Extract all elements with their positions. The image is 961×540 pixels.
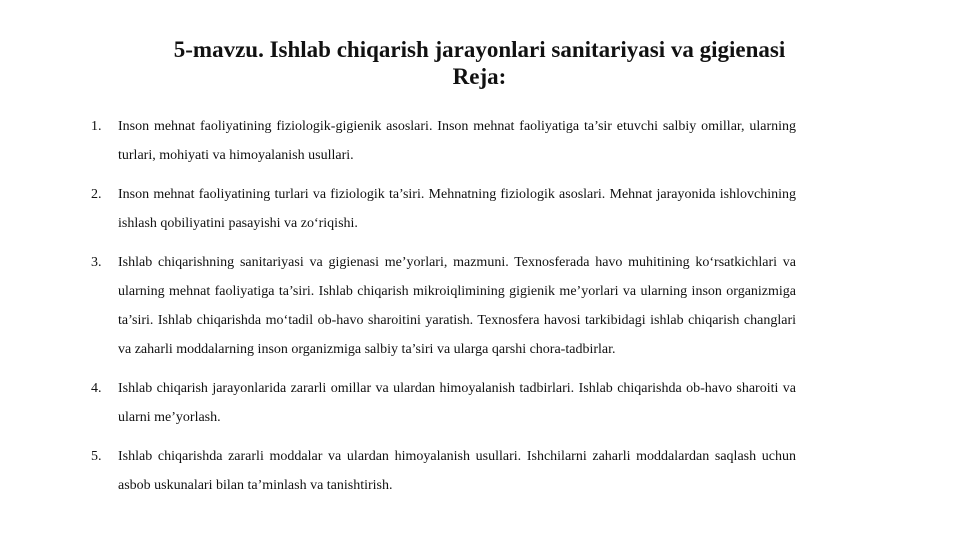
page-title bbox=[0, 36, 961, 90]
list-item bbox=[91, 112, 796, 170]
list-item bbox=[91, 180, 796, 238]
list-item-number: 3. bbox=[91, 255, 102, 270]
list-item-text: Ishlab chiqarish jarayonlarida zararli omillar va ulardan himoyalanish tadbirlari. Ishlab chiqarishda ob-havo sharoiti va ularni me’yorlash. bbox=[118, 381, 796, 425]
plan-list bbox=[91, 112, 796, 510]
list-item bbox=[91, 442, 796, 500]
list-item-text: Ishlab chiqarishning sanitariyasi va gigienasi me’yorlari, mazmuni. Texnosferada havo muhitining ko‘rsatkichlari va ularning mehnat faoliyatiga ta’siri. Ishlab chiqarish mikroiqlimining gigienik me’yorlari va ularning inson organizmiga ta’siri. Ishlab chiqarishda mo‘tadil ob-havo sharoitini yaratish. Texnosfera havosi tarkibidagi ishlab chiqarish changlari va zaharli moddalarning inson organizmiga salbiy ta’siri va ularga qarshi chora-tadbirlar. bbox=[118, 255, 796, 357]
list-item-number: 4. bbox=[91, 381, 102, 396]
list-item bbox=[91, 248, 796, 364]
list-item-number: 2. bbox=[91, 187, 102, 202]
title-topic: 5-mavzu. Ishlab chiqarish jarayonlari sanitariyasi va gigienasi bbox=[173, 37, 786, 62]
list-item-text: Inson mehnat faoliyatining fiziologik-gigienik asoslari. Inson mehnat faoliyatiga ta’sir etuvchi salbiy omillar, ularning turlari, mohiyati va himoyalanish usullari. bbox=[118, 119, 796, 163]
title-plan-heading: Reja: bbox=[452, 64, 507, 89]
list-item-text: Inson mehnat faoliyatining turlari va fiziologik ta’siri. Mehnatning fiziologik asoslari. Mehnat jarayonida ishlovchining ishlash qobiliyatini pasayishi va zo‘riqishi. bbox=[118, 187, 796, 231]
list-item bbox=[91, 374, 796, 432]
list-item-text: Ishlab chiqarishda zararli moddalar va ulardan himoyalanish usullari. Ishchilarni zaharli moddalardan saqlash uchun asbob uskunalari bilan ta’minlash va tanishtirish. bbox=[118, 449, 796, 493]
list-item-number: 5. bbox=[91, 449, 102, 464]
list-item-number: 1. bbox=[91, 119, 102, 134]
